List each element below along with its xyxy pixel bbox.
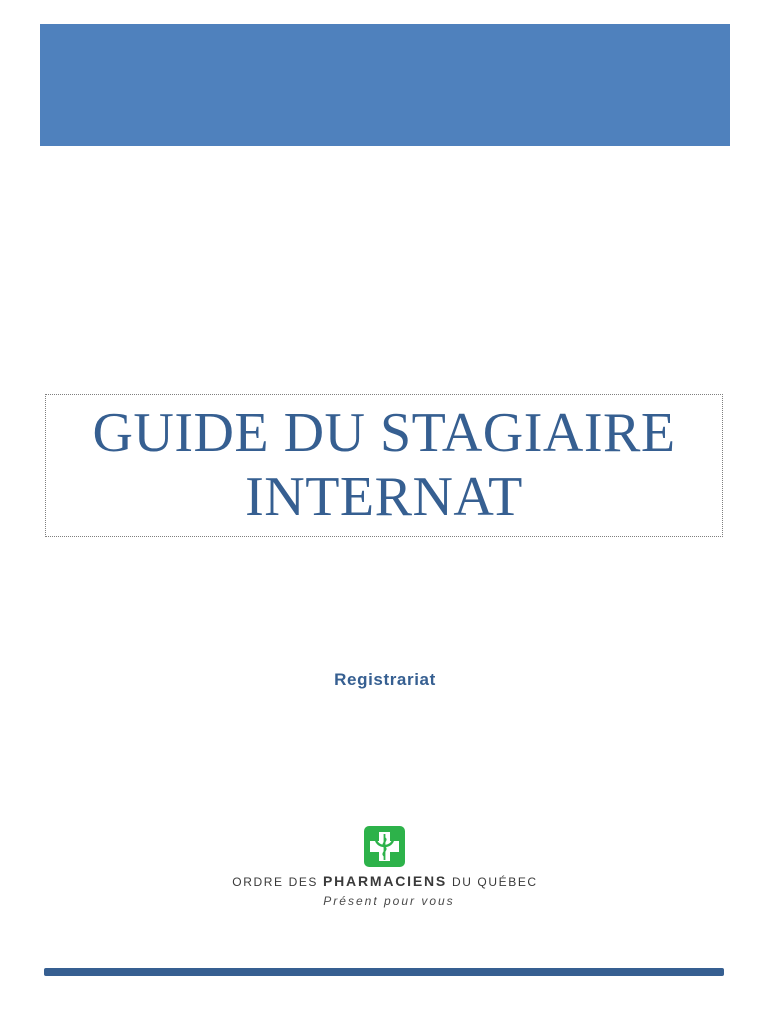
organization-name <box>0 873 770 889</box>
org-name-bold: PHARMACIENS <box>322 873 448 889</box>
document-title-line-1: GUIDE DU STAGIAIRE <box>92 402 676 464</box>
org-name-prefix: ORDRE DES <box>232 875 323 889</box>
org-name-suffix: DU QUÉBEC <box>447 875 538 889</box>
document-title-line-2: INTERNAT <box>245 466 523 528</box>
document-subtitle: Registrariat <box>334 670 436 689</box>
pharmacy-cross-caduceus-icon <box>364 826 405 867</box>
header-banner <box>40 24 730 146</box>
title-box <box>45 394 723 537</box>
footer-bar <box>44 968 724 976</box>
organization-tagline: Présent pour vous <box>323 894 455 908</box>
